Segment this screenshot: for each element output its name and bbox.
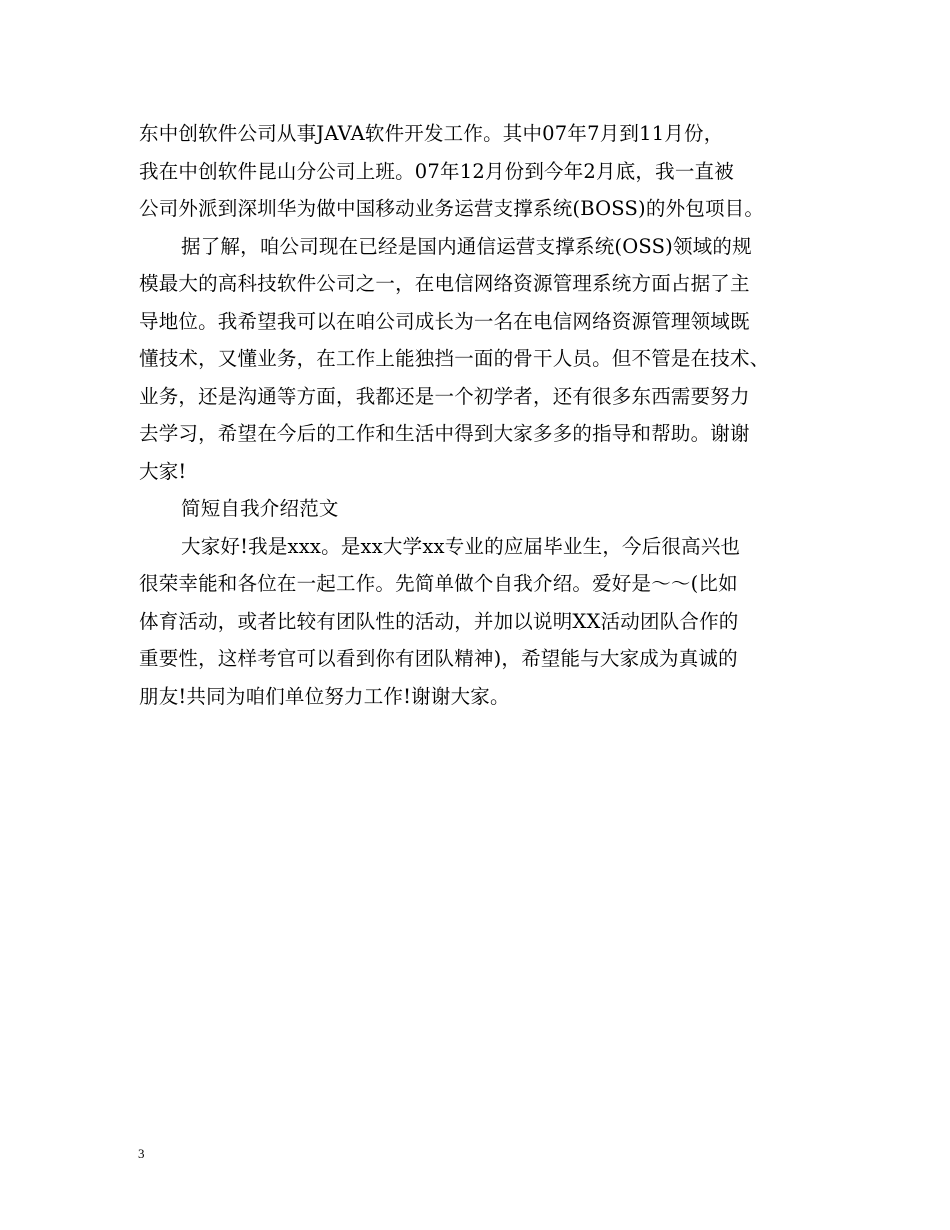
text-line: 大家! xyxy=(139,459,187,483)
text-line: 懂技术，又懂业务，在工作上能独挡一面的骨干人员。但不管是在技术、 xyxy=(139,347,770,370)
text-line: 去学习，希望在今后的工作和生活中得到大家多多的指导和帮助。谢谢 xyxy=(139,422,750,445)
page-number: 3 xyxy=(138,1146,145,1161)
document-body xyxy=(139,115,819,715)
text-line: 业务，还是沟通等方面，我都还是一个初学者，还有很多东西需要努力 xyxy=(139,384,750,408)
section-heading: 简短自我介绍范文 xyxy=(181,497,339,520)
paragraph-first-line: 据了解，咱公司现在已经是国内通信运营支撑系统(OSS)领域的规 xyxy=(181,234,752,258)
text-line: 模最大的高科技软件公司之一，在电信网络资源管理系统方面占据了主 xyxy=(139,272,750,295)
text-line: 很荣幸能和各位在一起工作。先简单做个自我介绍。爱好是～～(比如 xyxy=(139,572,738,595)
text-line: 重要性，这样考官可以看到你有团队精神)，希望能与大家成为真诚的 xyxy=(139,647,738,670)
text-line: 导地位。我希望我可以在咱公司成长为一名在电信网络资源管理领域既 xyxy=(139,309,750,333)
text-line: 东中创软件公司从事JAVA软件开发工作。其中07年7月到11月份， xyxy=(139,122,724,145)
paragraph-first-line: 大家好!我是xxx。是xx大学xx专业的应届毕业生，今后很高兴也 xyxy=(181,534,741,558)
text-line: 朋友!共同为咱们单位努力工作!谢谢大家。 xyxy=(139,684,510,708)
text-line: 体育活动，或者比较有团队性的活动，并加以说明XX活动团队合作的 xyxy=(139,609,739,633)
text-line: 我在中创软件昆山分公司上班。07年12月份到今年2月底，我一直被 xyxy=(139,159,734,183)
text-line: 公司外派到深圳华为做中国移动业务运营支撑系统(BOSS)的外包项目。 xyxy=(139,197,765,220)
